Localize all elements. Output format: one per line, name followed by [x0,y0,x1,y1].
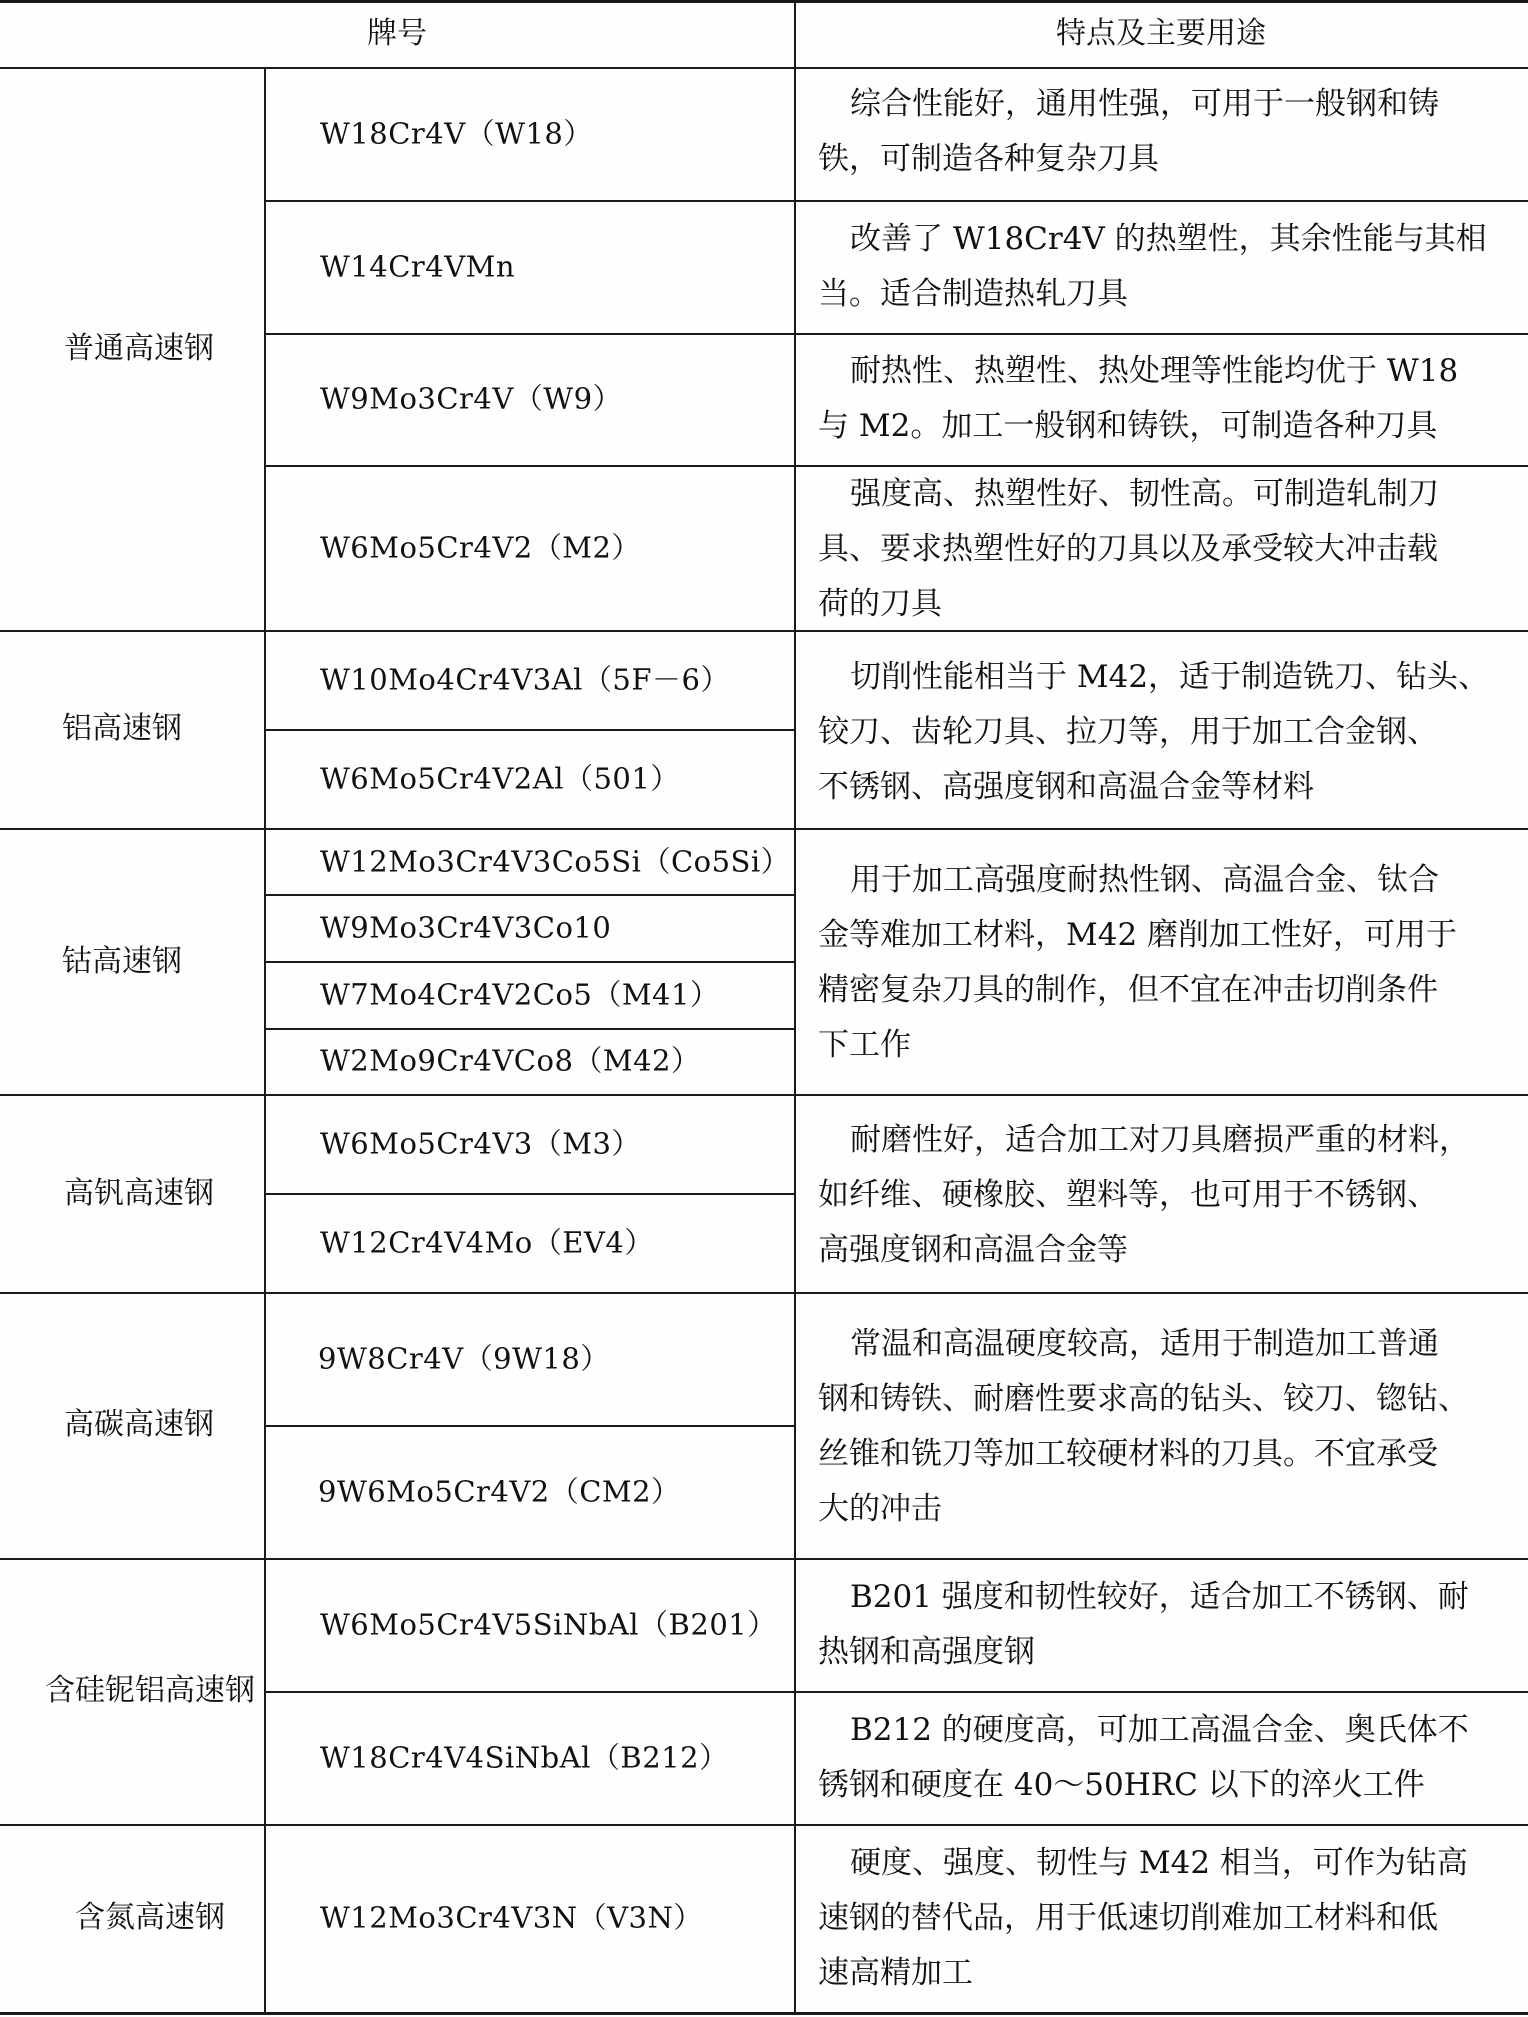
grade-cell: W6Mo5Cr4V3（M3） [320,1126,641,1161]
group-divider [0,1292,1528,1294]
usage-cell [818,1703,1469,1813]
usage-cell [818,467,1439,632]
usage-line: 改善了 W18Cr4V 的热塑性，其余性能与其相 [850,221,1487,257]
usage-line: 耐热性、热塑性、热处理等性能均优于 W18 [850,353,1459,389]
usage-line: 大的冲击 [818,1491,942,1527]
row-divider [265,1691,1528,1693]
row-divider [265,1028,795,1030]
usage-cell [818,212,1487,322]
usage-cell [818,1113,1470,1278]
usage-cell [818,650,1489,815]
usage-cell [818,1317,1469,1537]
usage-line: 下工作 [818,1027,911,1063]
header-grade: 牌号 [367,16,427,51]
row-divider [265,200,1528,202]
group-divider [0,1094,1528,1096]
usage-cell [818,1570,1469,1680]
group-divider [0,1824,1528,1826]
usage-line: 综合性能好，通用性强，可用于一般钢和铸 [850,86,1439,122]
grade-cell: W6Mo5Cr4V2Al（501） [320,761,680,796]
category-label: 铝高速钢 [62,711,182,746]
usage-line: 丝锥和铣刀等加工较硬材料的刀具。不宜承受 [818,1436,1438,1472]
column-divider [794,0,796,2013]
usage-line: 用于加工高强度耐热性钢、高温合金、钛合 [850,862,1439,898]
usage-cell [818,344,1458,454]
grade-cell: W9Mo3Cr4V（W9） [320,381,623,416]
usage-line: 铰刀、齿轮刀具、拉刀等，用于加工合金钢、 [818,714,1438,750]
usage-cell [818,853,1457,1073]
category-label: 高碳高速钢 [64,1407,214,1442]
usage-line: 精密复杂刀具的制作，但不宜在冲击切削条件 [818,972,1438,1008]
usage-line: B201 强度和韧性较好，适合加工不锈钢、耐 [850,1579,1469,1615]
usage-line: 常温和高温硬度较高，适用于制造加工普通 [850,1326,1439,1362]
grade-cell: W18Cr4V4SiNbAl（B212） [320,1740,729,1775]
category-label: 高钒高速钢 [64,1176,214,1211]
grade-cell: 9W6Mo5Cr4V2（CM2） [318,1474,681,1509]
usage-line: 铁，可制造各种复杂刀具 [818,141,1159,177]
row-divider [265,1425,795,1427]
usage-line: 具、要求热塑性好的刀具以及承受较大冲击载 [818,531,1438,567]
usage-line: 当。适合制造热轧刀具 [818,276,1128,312]
grade-cell: W12Mo3Cr4V3N（V3N） [320,1900,703,1935]
grade-cell: 9W8Cr4V（9W18） [318,1341,610,1376]
usage-line: 速钢的替代品，用于低速切削难加工材料和低 [818,1900,1438,1936]
usage-line: 切削性能相当于 M42，适于制造铣刀、钻头、 [850,659,1490,695]
header-usage: 特点及主要用途 [1056,16,1266,51]
row-divider [265,894,795,896]
usage-line: 强度高、热塑性好、韧性高。可制造轧制刀 [850,476,1439,512]
usage-line: 热钢和高强度钢 [818,1634,1035,1670]
grade-cell: W6Mo5Cr4V2（M2） [320,530,641,565]
table-bottom-border [0,2012,1528,2015]
grade-cell: W10Mo4Cr4V3Al（5F－6） [320,662,730,697]
row-divider [265,1193,795,1195]
category-label: 普通高速钢 [64,331,214,366]
grade-cell: W18Cr4V（W18） [320,116,593,151]
usage-line: 荷的刀具 [818,586,942,622]
usage-line: 硬度、强度、韧性与 M42 相当，可作为钻高 [850,1845,1468,1881]
usage-cell [818,1836,1468,2001]
column-divider [264,67,266,2013]
group-divider [0,1558,1528,1560]
usage-line: 金等难加工材料，M42 磨削加工性好，可用于 [818,917,1458,953]
grade-cell: W9Mo3Cr4V3Co10 [320,910,612,945]
row-divider [265,729,795,731]
usage-line: 锈钢和硬度在 40～50HRC 以下的淬火工件 [818,1767,1425,1803]
category-label: 钴高速钢 [62,944,182,979]
usage-line: 高强度钢和高温合金等 [818,1232,1128,1268]
usage-line: 如纤维、硬橡胶、塑料等，也可用于不锈钢、 [818,1177,1438,1213]
row-divider [265,961,795,963]
grade-cell: W14Cr4VMn [320,249,516,284]
usage-line: 不锈钢、高强度钢和高温合金等材料 [818,769,1314,805]
usage-line: B212 的硬度高，可加工高温合金、奥氏体不 [850,1712,1469,1748]
usage-cell [818,77,1439,187]
header-bottom-border [0,67,1528,69]
group-divider [0,828,1528,830]
grade-cell: W2Mo9Cr4VCo8（M42） [320,1043,701,1078]
grade-cell: W7Mo4Cr4V2Co5（M41） [320,977,720,1012]
grade-cell: W12Mo3Cr4V3Co5Si（Co5Si） [320,844,791,879]
grade-cell: W6Mo5Cr4V5SiNbAl（B201） [320,1607,777,1642]
usage-line: 钢和铸铁、耐磨性要求高的钻头、铰刀、锪钻、 [818,1381,1469,1417]
usage-line: 与 M2。加工一般钢和铸铁，可制造各种刀具 [818,408,1438,444]
grade-cell: W12Cr4V4Mo（EV4） [320,1225,654,1260]
usage-line: 耐磨性好，适合加工对刀具磨损严重的材料， [850,1122,1470,1158]
row-divider [265,333,1528,335]
table-top-border [0,0,1528,3]
category-label: 含硅铌铝高速钢 [45,1673,255,1708]
usage-line: 速高精加工 [818,1955,973,1991]
category-label: 含氮高速钢 [75,1900,225,1935]
